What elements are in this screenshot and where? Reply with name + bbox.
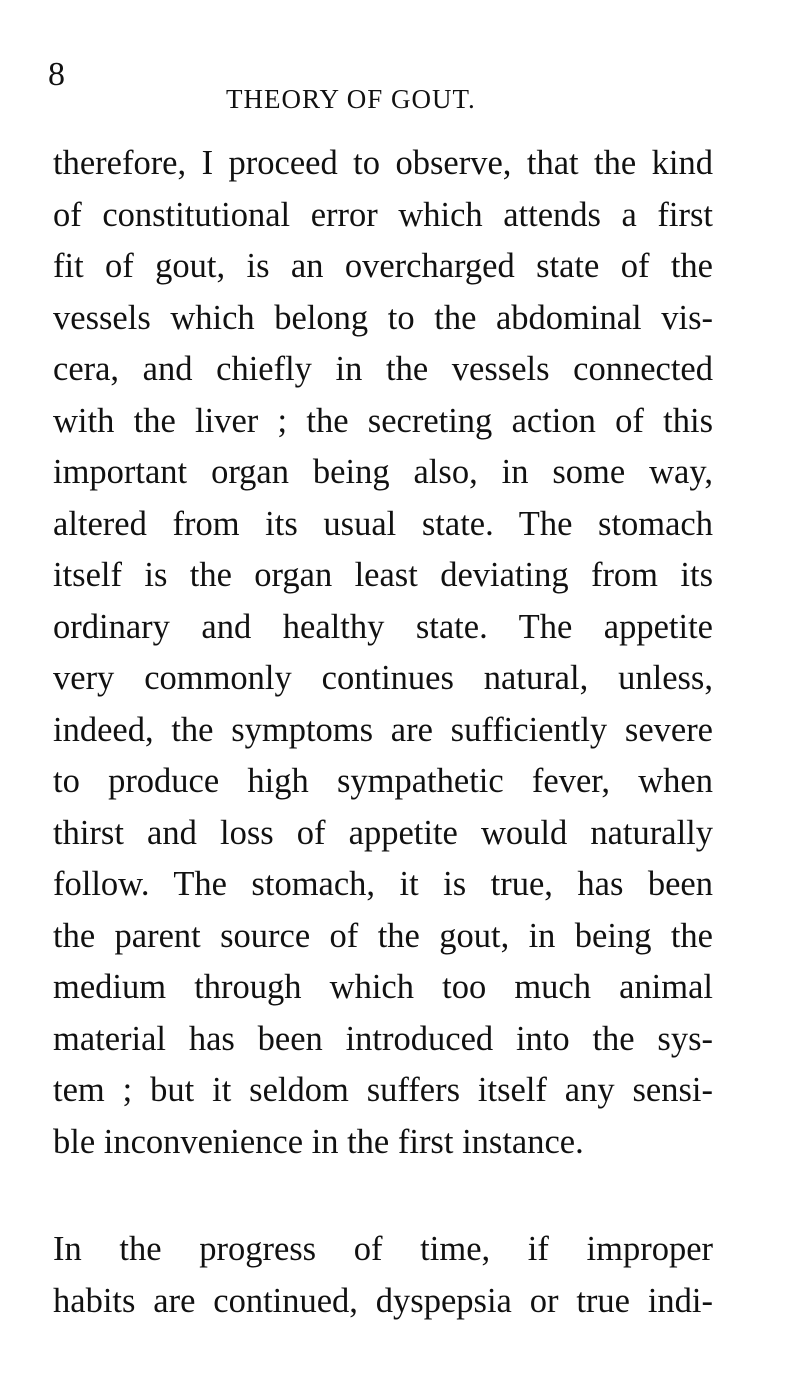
text-line: altered from its usual state. The stomach — [53, 504, 713, 543]
running-head: THEORY OF GOUT. — [226, 84, 476, 114]
text-line: ble inconvenience in the first instance. — [53, 1122, 584, 1161]
text-line: very commonly continues natural, unless, — [53, 659, 713, 697]
text-line: follow. The stomach, it is true, has been — [53, 865, 713, 903]
text-line: fit of gout, is an overcharged state of the — [53, 247, 713, 285]
text-line: with the liver ; the secreting action of this — [53, 401, 713, 440]
text-line: material has been introduced into the sys- — [53, 1019, 713, 1058]
paragraph — [53, 138, 713, 1168]
body-text — [53, 138, 713, 1327]
text-line: thirst and loss of appetite would naturally — [53, 813, 713, 852]
text-line: important organ being also, in some way, — [53, 453, 713, 491]
paragraph — [53, 1224, 713, 1327]
text-line: therefore, I proceed to observe, that the kind — [53, 144, 713, 182]
text-line: vessels which belong to the abdominal vis- — [53, 298, 713, 337]
text-line: the parent source of the gout, in being the — [53, 916, 713, 955]
text-line: cera, and chiefly in the vessels connected — [53, 350, 713, 388]
text-line: to produce high sympathetic fever, when — [53, 762, 713, 800]
text-line: medium through which too much animal — [53, 968, 713, 1006]
text-line: itself is the organ least deviating from its — [53, 556, 713, 594]
text-line: of constitutional error which attends a first — [53, 195, 713, 234]
text-line: ordinary and healthy state. The appetite — [53, 607, 713, 646]
text-line: In the progress of time, if improper — [53, 1230, 713, 1268]
text-line: indeed, the symptoms are sufficiently severe — [53, 710, 713, 749]
page-number: 8 — [48, 56, 65, 93]
text-line: habits are continued, dyspepsia or true indi- — [53, 1281, 713, 1320]
text-line: tem ; but it seldom suffers itself any sensi- — [53, 1071, 713, 1109]
